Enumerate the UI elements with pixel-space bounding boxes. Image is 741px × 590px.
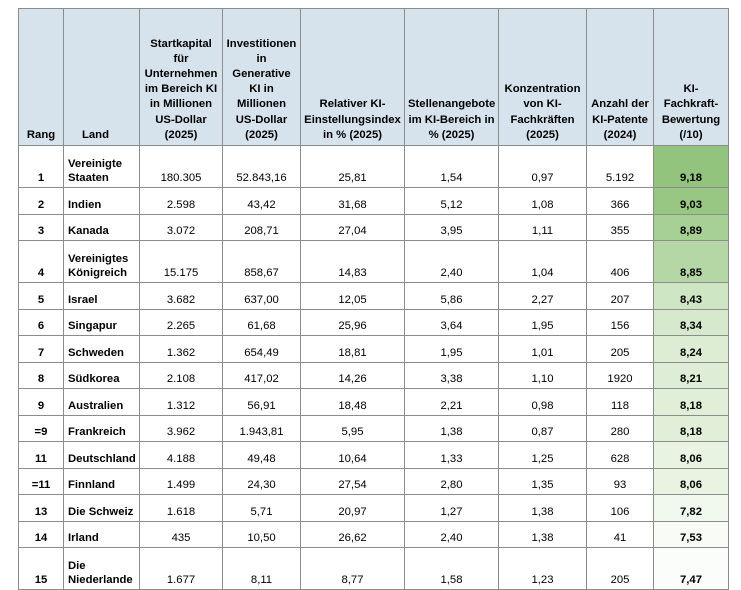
investitionen-cell: 49,48: [223, 442, 301, 469]
table-body: [19, 146, 729, 590]
einstellungsindex-cell: 10,64: [301, 442, 405, 469]
bewertung-cell: 8,18: [654, 415, 729, 442]
investitionen-cell: 10,50: [223, 521, 301, 548]
bewertung-cell: 8,24: [654, 336, 729, 363]
table-row: [19, 241, 729, 283]
land-cell: Israel: [64, 283, 140, 310]
startkapital-cell: 4.188: [140, 442, 223, 469]
header-konzentration: Konzentration von KI-Fachkräften (2025): [499, 9, 587, 146]
table-row: [19, 521, 729, 548]
rang-cell: 7: [19, 336, 64, 363]
table-row: [19, 389, 729, 416]
patente-cell: 118: [587, 389, 654, 416]
table-row: [19, 146, 729, 188]
bewertung-cell: 9,03: [654, 188, 729, 215]
patente-cell: 205: [587, 548, 654, 590]
startkapital-cell: 2.265: [140, 309, 223, 336]
patente-cell: 106: [587, 495, 654, 522]
investitionen-cell: 208,71: [223, 214, 301, 241]
stellenangebote-cell: 3,38: [405, 362, 499, 389]
header-land: Land: [64, 9, 140, 146]
land-cell: Die Schweiz: [64, 495, 140, 522]
table-row: [19, 362, 729, 389]
land-cell: Irland: [64, 521, 140, 548]
startkapital-cell: 435: [140, 521, 223, 548]
land-cell: Deutschland: [64, 442, 140, 469]
header-einstellungsindex: Relativer KI-Einstellungsindex in % (2025): [301, 9, 405, 146]
rang-cell: 8: [19, 362, 64, 389]
konzentration-cell: 1,11: [499, 214, 587, 241]
table-row: [19, 188, 729, 215]
einstellungsindex-cell: 31,68: [301, 188, 405, 215]
konzentration-cell: 1,04: [499, 241, 587, 283]
startkapital-cell: 1.499: [140, 468, 223, 495]
stellenangebote-cell: 1,95: [405, 336, 499, 363]
land-cell: Australien: [64, 389, 140, 416]
einstellungsindex-cell: 5,95: [301, 415, 405, 442]
investitionen-cell: 654,49: [223, 336, 301, 363]
startkapital-cell: 1.362: [140, 336, 223, 363]
ki-ranking-table: [18, 8, 729, 590]
table-row: [19, 283, 729, 310]
stellenangebote-cell: 5,12: [405, 188, 499, 215]
konzentration-cell: 0,98: [499, 389, 587, 416]
rang-cell: 3: [19, 214, 64, 241]
patente-cell: 93: [587, 468, 654, 495]
table-row: [19, 468, 729, 495]
einstellungsindex-cell: 25,96: [301, 309, 405, 336]
patente-cell: 628: [587, 442, 654, 469]
bewertung-cell: 8,21: [654, 362, 729, 389]
bewertung-cell: 8,85: [654, 241, 729, 283]
investitionen-cell: 24,30: [223, 468, 301, 495]
bewertung-cell: 7,82: [654, 495, 729, 522]
konzentration-cell: 1,35: [499, 468, 587, 495]
investitionen-cell: 52.843,16: [223, 146, 301, 188]
stellenangebote-cell: 2,40: [405, 521, 499, 548]
stellenangebote-cell: 2,40: [405, 241, 499, 283]
startkapital-cell: 3.682: [140, 283, 223, 310]
startkapital-cell: 3.072: [140, 214, 223, 241]
land-cell: Vereinigtes Königreich: [64, 241, 140, 283]
land-cell: Vereinigte Staaten: [64, 146, 140, 188]
stellenangebote-cell: 1,58: [405, 548, 499, 590]
rang-cell: 15: [19, 548, 64, 590]
rang-cell: 6: [19, 309, 64, 336]
header-row: [19, 9, 729, 146]
konzentration-cell: 1,10: [499, 362, 587, 389]
konzentration-cell: 1,38: [499, 495, 587, 522]
einstellungsindex-cell: 26,62: [301, 521, 405, 548]
rang-cell: 2: [19, 188, 64, 215]
table-row: [19, 309, 729, 336]
bewertung-cell: 7,53: [654, 521, 729, 548]
rang-cell: 11: [19, 442, 64, 469]
investitionen-cell: 43,42: [223, 188, 301, 215]
einstellungsindex-cell: 20,97: [301, 495, 405, 522]
investitionen-cell: 1.943,81: [223, 415, 301, 442]
patente-cell: 156: [587, 309, 654, 336]
table-row: [19, 548, 729, 590]
header-startkapital: Startkapital für Unternehmen im Bereich KI in Millionen US-Dollar (2025): [140, 9, 223, 146]
stellenangebote-cell: 3,95: [405, 214, 499, 241]
konzentration-cell: 1,25: [499, 442, 587, 469]
stellenangebote-cell: 2,80: [405, 468, 499, 495]
konzentration-cell: 1,01: [499, 336, 587, 363]
investitionen-cell: 8,11: [223, 548, 301, 590]
bewertung-cell: 8,34: [654, 309, 729, 336]
table-row: [19, 442, 729, 469]
patente-cell: 5.192: [587, 146, 654, 188]
patente-cell: 366: [587, 188, 654, 215]
land-cell: Indien: [64, 188, 140, 215]
bewertung-cell: 7,47: [654, 548, 729, 590]
startkapital-cell: 1.618: [140, 495, 223, 522]
investitionen-cell: 858,67: [223, 241, 301, 283]
table-row: [19, 214, 729, 241]
bewertung-cell: 8,89: [654, 214, 729, 241]
stellenangebote-cell: 1,27: [405, 495, 499, 522]
land-cell: Finnland: [64, 468, 140, 495]
header-patente: Anzahl der KI-Patente (2024): [587, 9, 654, 146]
patente-cell: 355: [587, 214, 654, 241]
stellenangebote-cell: 1,54: [405, 146, 499, 188]
bewertung-cell: 9,18: [654, 146, 729, 188]
konzentration-cell: 1,08: [499, 188, 587, 215]
bewertung-cell: 8,18: [654, 389, 729, 416]
table-row: [19, 415, 729, 442]
rang-cell: =9: [19, 415, 64, 442]
patente-cell: 207: [587, 283, 654, 310]
einstellungsindex-cell: 14,26: [301, 362, 405, 389]
investitionen-cell: 417,02: [223, 362, 301, 389]
patente-cell: 280: [587, 415, 654, 442]
investitionen-cell: 61,68: [223, 309, 301, 336]
stellenangebote-cell: 3,64: [405, 309, 499, 336]
header-bewertung: KI-Fachkraft-Bewertung (/10): [654, 9, 729, 146]
table-row: [19, 495, 729, 522]
startkapital-cell: 1.677: [140, 548, 223, 590]
konzentration-cell: 1,23: [499, 548, 587, 590]
startkapital-cell: 180.305: [140, 146, 223, 188]
rang-cell: 4: [19, 241, 64, 283]
startkapital-cell: 1.312: [140, 389, 223, 416]
konzentration-cell: 1,38: [499, 521, 587, 548]
land-cell: Die Niederlande: [64, 548, 140, 590]
land-cell: Singapur: [64, 309, 140, 336]
einstellungsindex-cell: 12,05: [301, 283, 405, 310]
startkapital-cell: 15.175: [140, 241, 223, 283]
einstellungsindex-cell: 18,48: [301, 389, 405, 416]
stellenangebote-cell: 1,33: [405, 442, 499, 469]
land-cell: Südkorea: [64, 362, 140, 389]
rang-cell: 5: [19, 283, 64, 310]
einstellungsindex-cell: 18,81: [301, 336, 405, 363]
land-cell: Kanada: [64, 214, 140, 241]
konzentration-cell: 0,97: [499, 146, 587, 188]
einstellungsindex-cell: 14,83: [301, 241, 405, 283]
konzentration-cell: 1,95: [499, 309, 587, 336]
patente-cell: 205: [587, 336, 654, 363]
konzentration-cell: 2,27: [499, 283, 587, 310]
einstellungsindex-cell: 8,77: [301, 548, 405, 590]
stellenangebote-cell: 1,38: [405, 415, 499, 442]
einstellungsindex-cell: 27,04: [301, 214, 405, 241]
einstellungsindex-cell: 27,54: [301, 468, 405, 495]
land-cell: Schweden: [64, 336, 140, 363]
table-header: [19, 9, 729, 146]
stellenangebote-cell: 5,86: [405, 283, 499, 310]
investitionen-cell: 56,91: [223, 389, 301, 416]
startkapital-cell: 2.598: [140, 188, 223, 215]
patente-cell: 1920: [587, 362, 654, 389]
investitionen-cell: 5,71: [223, 495, 301, 522]
rang-cell: =11: [19, 468, 64, 495]
rang-cell: 9: [19, 389, 64, 416]
patente-cell: 406: [587, 241, 654, 283]
rang-cell: 13: [19, 495, 64, 522]
einstellungsindex-cell: 25,81: [301, 146, 405, 188]
header-investitionen: Investitionen in Generative KI in Millionen US-Dollar (2025): [223, 9, 301, 146]
investitionen-cell: 637,00: [223, 283, 301, 310]
bewertung-cell: 8,06: [654, 442, 729, 469]
konzentration-cell: 0,87: [499, 415, 587, 442]
patente-cell: 41: [587, 521, 654, 548]
rang-cell: 1: [19, 146, 64, 188]
header-stellenangebote: Stellenangebote im KI-Bereich in % (2025): [405, 9, 499, 146]
bewertung-cell: 8,43: [654, 283, 729, 310]
startkapital-cell: 2.108: [140, 362, 223, 389]
stellenangebote-cell: 2,21: [405, 389, 499, 416]
land-cell: Frankreich: [64, 415, 140, 442]
header-rang: Rang: [19, 9, 64, 146]
startkapital-cell: 3.962: [140, 415, 223, 442]
rang-cell: 14: [19, 521, 64, 548]
bewertung-cell: 8,06: [654, 468, 729, 495]
table-row: [19, 336, 729, 363]
